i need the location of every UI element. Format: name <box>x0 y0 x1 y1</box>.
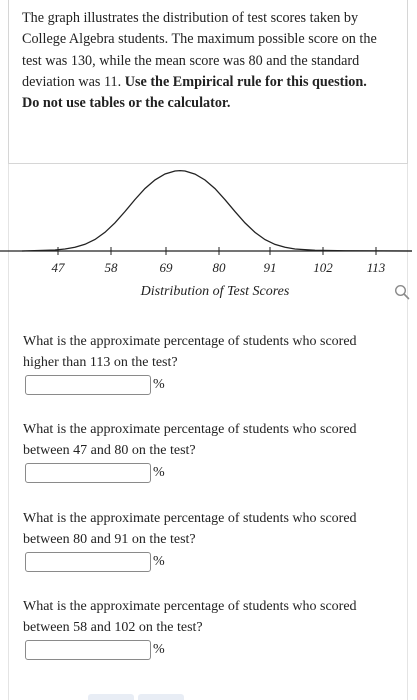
tick-label: 102 <box>313 260 333 275</box>
answer-4-input[interactable] <box>25 640 151 660</box>
normal-distribution-graph <box>0 160 417 280</box>
percent-unit: % <box>153 554 165 569</box>
answer-1-input[interactable] <box>25 375 151 395</box>
percent-unit: % <box>153 377 165 392</box>
question-2-text: What is the approximate percentage of students who scored between 47 and 80 on the test? <box>23 422 357 458</box>
tick-labels <box>52 260 386 275</box>
graph-caption: Distribution of Test Scores <box>140 284 290 299</box>
tick-label: 91 <box>263 260 277 275</box>
bell-curve <box>22 171 412 251</box>
problem-text: The graph illustrates the distribution of test scores taken by College Algebra students. The maximum possible score on the test was 130, while the mean score was 80 and the standard deviation was 11. <box>22 10 377 90</box>
toolbar-tab[interactable] <box>88 694 134 700</box>
tick-label: 47 <box>51 260 65 275</box>
percent-unit: % <box>153 642 165 657</box>
tick-label: 113 <box>366 260 386 275</box>
toolbar-tab[interactable] <box>138 694 184 700</box>
question-4-text: What is the approximate percentage of students who scored between 58 and 102 on the test? <box>23 599 357 635</box>
answer-3-row <box>25 552 165 572</box>
question-3-text: What is the approximate percentage of students who scored between 80 and 91 on the test? <box>23 511 357 547</box>
tick-label: 80 <box>212 260 226 275</box>
tick-label: 69 <box>159 260 173 275</box>
problem-instruction: Use the Empirical rule for this question. Do not use tables or the calculator. <box>22 73 367 112</box>
search-icon[interactable] <box>394 284 410 300</box>
problem-statement <box>22 8 382 114</box>
answer-2-row <box>25 463 165 483</box>
answer-3-input[interactable] <box>25 552 151 572</box>
tick-label: 58 <box>104 260 118 275</box>
percent-unit: % <box>153 465 165 480</box>
answer-4-row <box>25 640 165 660</box>
question-1-text: What is the approximate percentage of students who scored higher than 113 on the test? <box>23 334 357 370</box>
answer-1-row <box>25 375 165 395</box>
answer-2-input[interactable] <box>25 463 151 483</box>
